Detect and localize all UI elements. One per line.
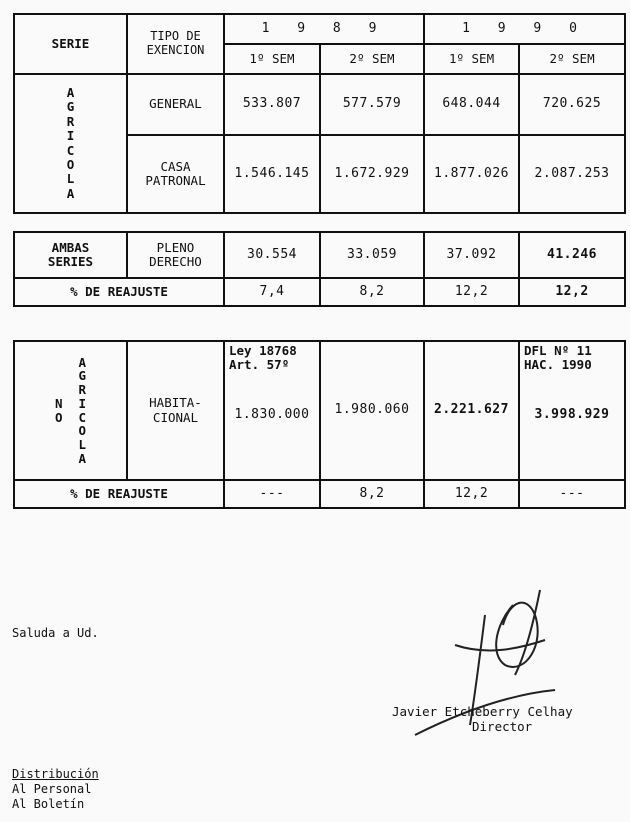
reajuste-1989-1: ---	[224, 480, 320, 508]
row-general-tipo: GENERAL	[127, 74, 224, 135]
row-casa-patronal-1989-2: 1.672.929	[320, 135, 424, 213]
row-general-1989-2: 577.579	[320, 74, 424, 135]
reajuste-1990-2: 12,2	[519, 278, 625, 306]
distribucion-label: Distribución	[12, 767, 99, 781]
reajuste-1990-1: 12,2	[424, 480, 519, 508]
serie-agricola-label: A G R I C O L A	[14, 74, 127, 213]
habitacional-label: HABITA- CIONAL	[127, 341, 224, 480]
row-general-1989-1: 533.807	[224, 74, 320, 135]
pleno-derecho-1989-1: 30.554	[224, 232, 320, 278]
signer-title: Director	[472, 719, 533, 734]
serie-agricola-label: A G R I C O L A	[78, 354, 87, 466]
ambas-series-label: AMBAS SERIES	[14, 232, 127, 278]
pleno-derecho-1989-2: 33.059	[320, 232, 424, 278]
note-ley-18768: Ley 18768 Art. 57º	[224, 341, 320, 384]
header-year-1990: 1 9 9 0	[424, 14, 625, 44]
reajuste-1989-1: 7,4	[224, 278, 320, 306]
reajuste-1989-2: 8,2	[320, 480, 424, 508]
note-dfl-11: DFL Nº 11 HAC. 1990	[519, 341, 625, 384]
row-general-1990-2: 720.625	[519, 74, 625, 135]
signer-name: Javier Etcheberry Celhay	[392, 704, 573, 719]
row-casa-patronal-1990-2: 2.087.253	[519, 135, 625, 213]
saluda-text: Saluda a Ud.	[12, 626, 99, 640]
reajuste-1989-2: 8,2	[320, 278, 424, 306]
pleno-derecho-1990-1: 37.092	[424, 232, 519, 278]
header-sem-1989-2: 2º SEM	[320, 44, 424, 74]
serie-no-agricola-cell	[14, 341, 127, 480]
header-tipo-exencion: TIPO DE EXENCION	[127, 14, 224, 74]
row-casa-patronal-tipo: CASA PATRONAL	[127, 135, 224, 213]
reajuste-label: % DE REAJUSTE	[14, 480, 224, 508]
row-general-1990-1: 648.044	[424, 74, 519, 135]
habitacional-1990-1: 2.221.627	[424, 341, 519, 480]
pleno-derecho-1990-2: 41.246	[519, 232, 625, 278]
habitacional-1989-2: 1.980.060	[320, 341, 424, 480]
valuation-table-ambas-series	[13, 231, 626, 307]
header-sem-1990-2: 2º SEM	[519, 44, 625, 74]
pleno-derecho-label: PLENO DERECHO	[127, 232, 224, 278]
valuation-table-agricola	[13, 13, 626, 214]
habitacional-1989-1: 1.830.000	[224, 384, 320, 480]
header-sem-1990-1: 1º SEM	[424, 44, 519, 74]
valuation-table-no-agricola	[13, 340, 626, 509]
distribucion-item-boletin: Al Boletín	[12, 797, 85, 811]
header-year-1989: 1 9 8 9	[224, 14, 424, 44]
header-sem-1989-1: 1º SEM	[224, 44, 320, 74]
reajuste-1990-2: ---	[519, 480, 625, 508]
reajuste-label: % DE REAJUSTE	[14, 278, 224, 306]
header-serie: SERIE	[14, 14, 127, 74]
serie-no-label: N O	[54, 395, 63, 425]
row-casa-patronal-1989-1: 1.546.145	[224, 135, 320, 213]
reajuste-1990-1: 12,2	[424, 278, 519, 306]
row-casa-patronal-1990-1: 1.877.026	[424, 135, 519, 213]
distribucion-item-personal: Al Personal	[12, 782, 92, 796]
habitacional-1990-2: 3.998.929	[519, 384, 625, 480]
